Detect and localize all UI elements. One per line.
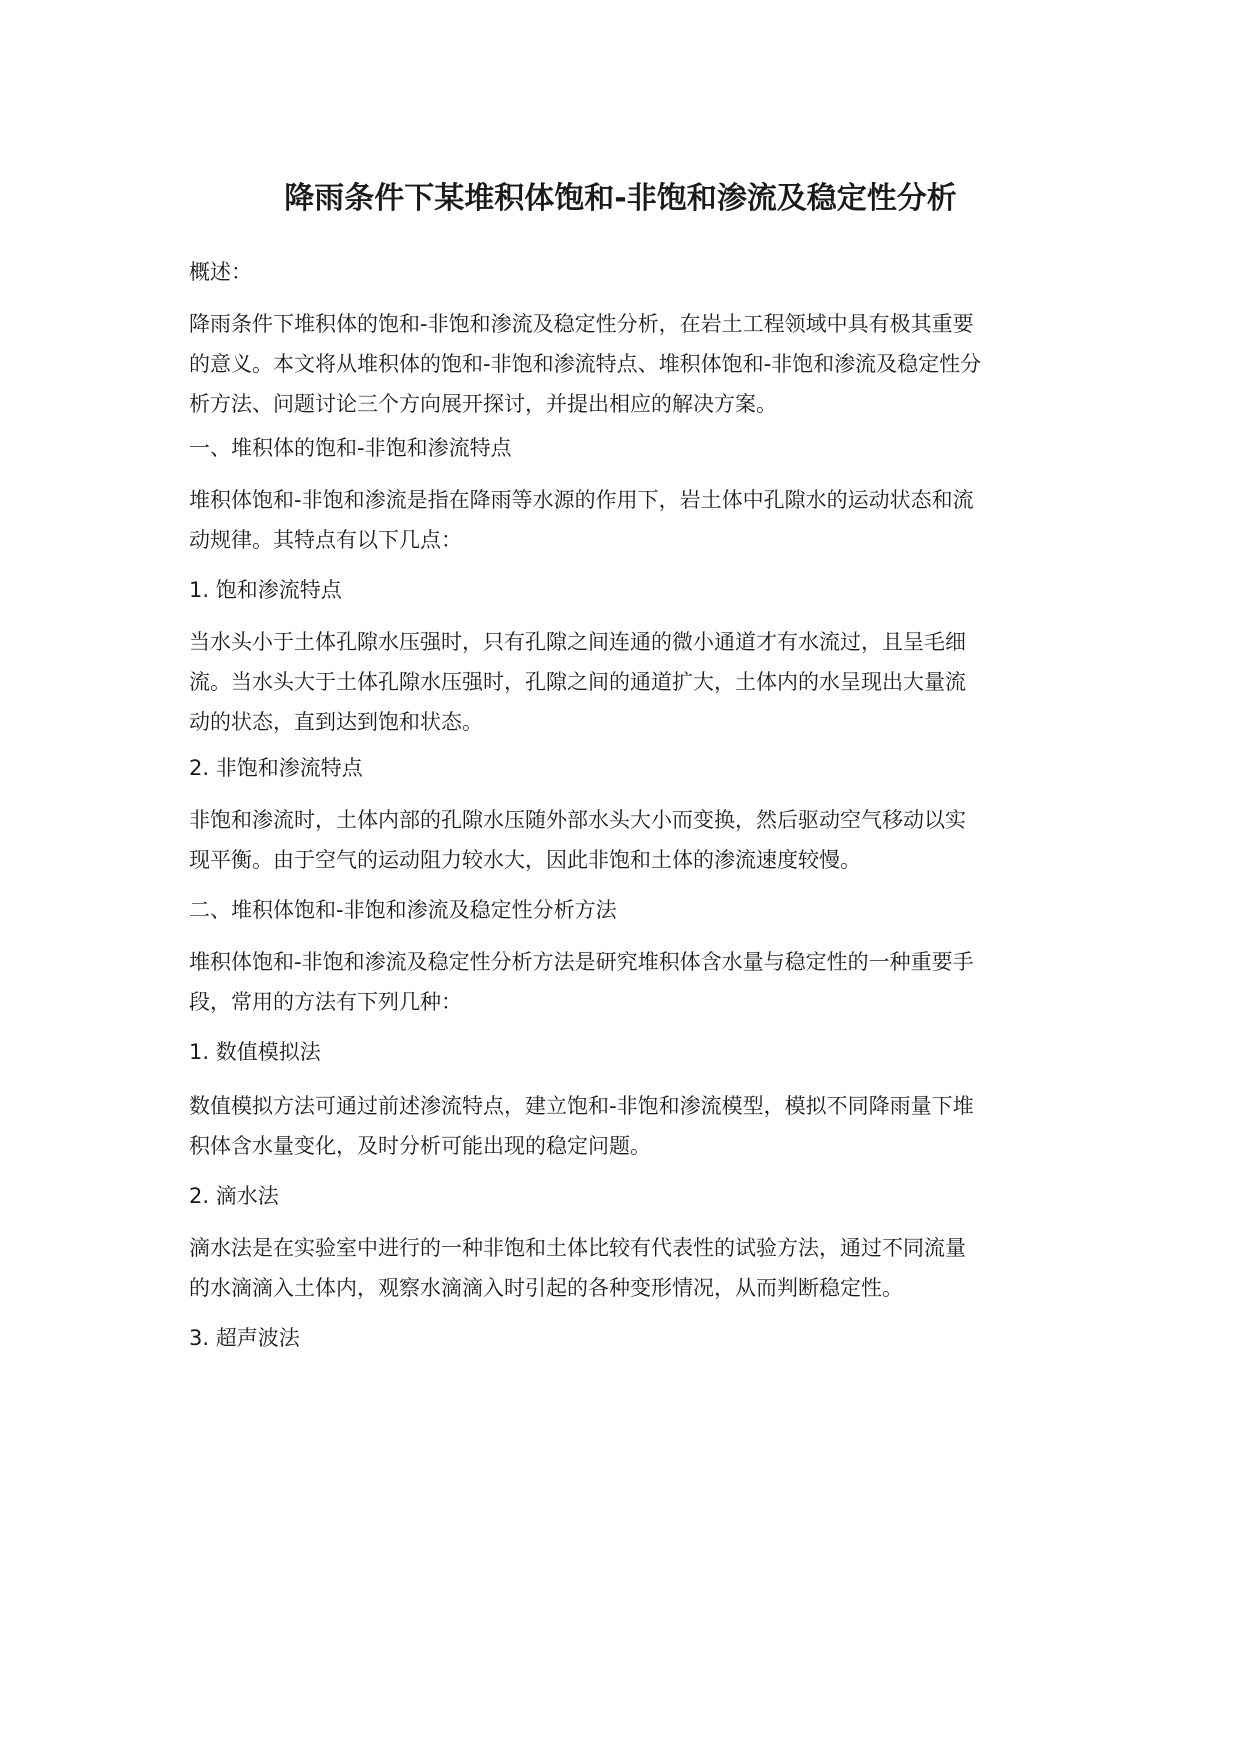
- section-heading: [189, 428, 1055, 468]
- subsection-heading: [189, 1176, 1055, 1216]
- text-line: 非饱和渗流时，土体内部的孔隙水压随外部水头大小而变换，然后驱动空气移动以实: [189, 808, 966, 832]
- text-line: 堆积体饱和-非饱和渗流及稳定性分析方法是研究堆积体含水量与稳定性的一种重要手: [189, 950, 974, 974]
- text-line: 滴水法是在实验室中进行的一种非饱和土体比较有代表性的试验方法，通过不同流量: [189, 1236, 966, 1260]
- text-line: 3. 超声波法: [189, 1326, 300, 1350]
- body-paragraph: [189, 800, 1055, 880]
- body-paragraph: [189, 1228, 1055, 1308]
- text-line: 现平衡。由于空气的运动阻力较水大，因此非饱和土体的渗流速度较慢。: [189, 848, 861, 872]
- text-line: 1. 饱和渗流特点: [189, 578, 342, 602]
- text-line: 一、堆积体的饱和-非饱和渗流特点: [189, 436, 512, 460]
- text-line: 1. 数值模拟法: [189, 1040, 321, 1064]
- document-title: 降雨条件下某堆积体饱和-非饱和渗流及稳定性分析: [284, 181, 957, 216]
- text-line: 2. 滴水法: [189, 1184, 279, 1208]
- body-paragraph: [189, 622, 1055, 742]
- body-paragraph: [189, 1086, 1055, 1166]
- text-line: 数值模拟方法可通过前述渗流特点，建立饱和-非饱和渗流模型，模拟不同降雨量下堆: [189, 1094, 974, 1118]
- text-line: 动的状态，直到达到饱和状态。: [189, 710, 483, 734]
- overview-heading: [189, 252, 1055, 292]
- text-line: 动规律。其特点有以下几点：: [189, 528, 462, 552]
- subsection-heading: [189, 570, 1055, 610]
- body-paragraph: [189, 480, 1055, 560]
- section-heading: [189, 890, 1055, 930]
- text-line: 段，常用的方法有下列几种：: [189, 990, 462, 1014]
- text-line: 析方法、问题讨论三个方向展开探讨，并提出相应的解决方案。: [189, 392, 777, 416]
- subsection-heading: [189, 1032, 1055, 1072]
- text-line: 流。当水头大于土体孔隙水压强时，孔隙之间的通道扩大，土体内的水呈现出大量流: [189, 670, 966, 694]
- text-line: 二、堆积体饱和-非饱和渗流及稳定性分析方法: [189, 898, 617, 922]
- intro-paragraph: [189, 304, 1055, 424]
- text-line: 降雨条件下堆积体的饱和-非饱和渗流及稳定性分析，在岩土工程领域中具有极其重要: [189, 312, 974, 336]
- text-line: 积体含水量变化，及时分析可能出现的稳定问题。: [189, 1134, 651, 1158]
- text-line: 2. 非饱和渗流特点: [189, 756, 363, 780]
- subsection-heading: [189, 748, 1055, 788]
- text-line: 当水头小于土体孔隙水压强时，只有孔隙之间连通的微小通道才有水流过，且呈毛细: [189, 630, 966, 654]
- text-line: 的意义。本文将从堆积体的饱和-非饱和渗流特点、堆积体饱和-非饱和渗流及稳定性分: [189, 352, 982, 376]
- subsection-heading: [189, 1318, 1055, 1358]
- text-line: 堆积体饱和-非饱和渗流是指在降雨等水源的作用下，岩土体中孔隙水的运动状态和流: [189, 488, 974, 512]
- body-paragraph: [189, 942, 1055, 1022]
- text-line: 的水滴滴入土体内，观察水滴滴入时引起的各种变形情况，从而判断稳定性。: [189, 1276, 903, 1300]
- text-line: 概述：: [189, 260, 252, 284]
